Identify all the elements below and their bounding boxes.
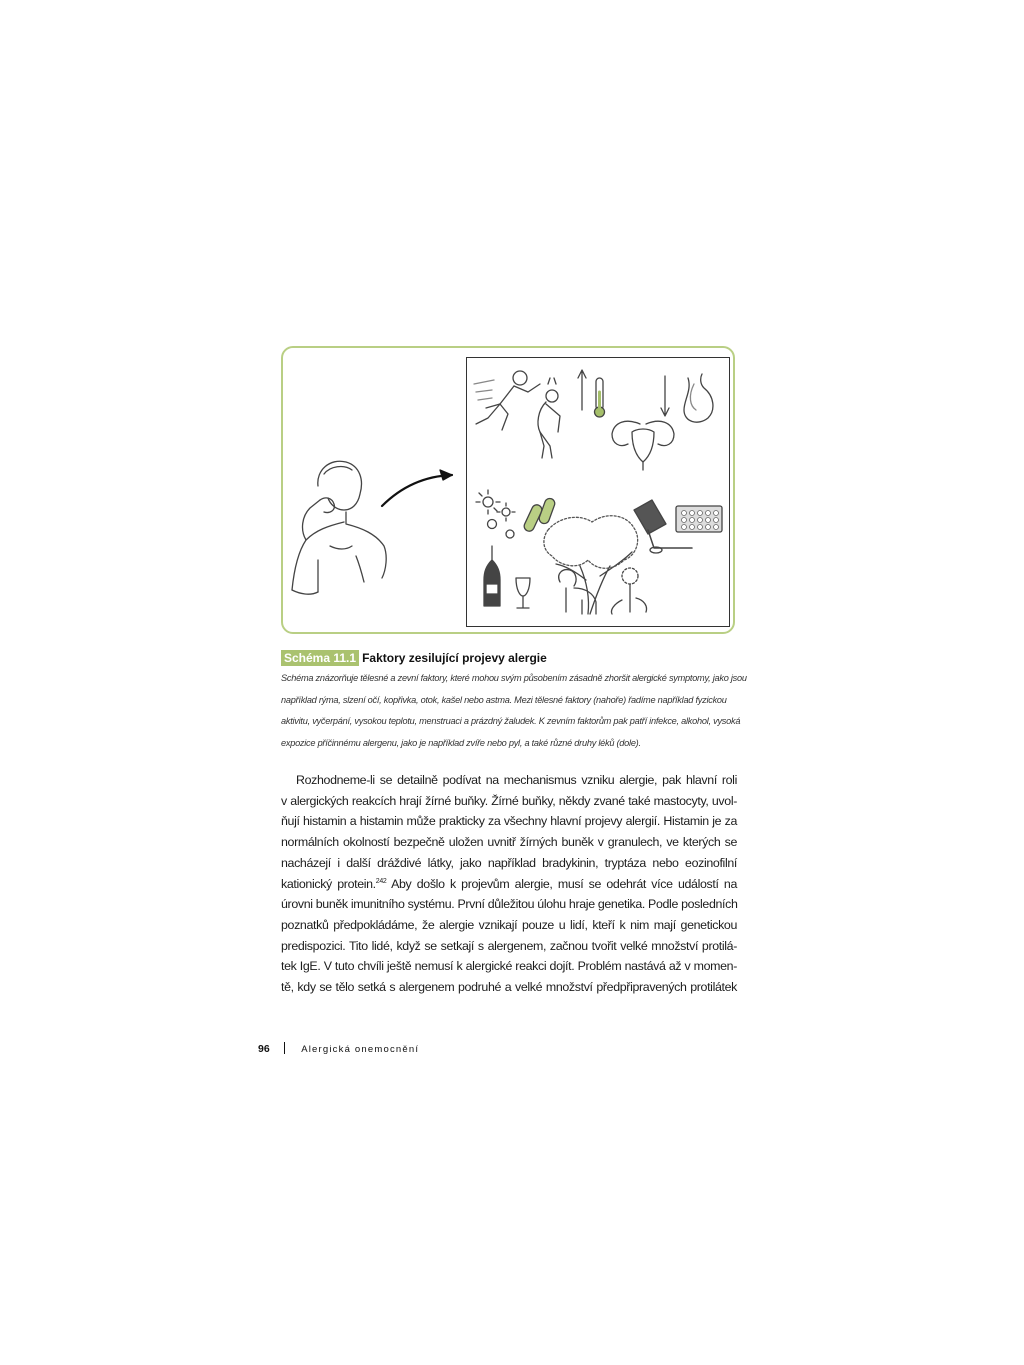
body-line: úrovni buněk imunitního systému. První důležitou úlohu hraje genetika. Podle posledních (281, 897, 738, 912)
caption-line: aktivitu, vyčerpání, vysokou teplotu, menstruaci a prázdný žaludek. K zevním faktorům pak patří infekce, alkohol, vysoká (281, 716, 741, 726)
thermometer-icon (578, 370, 605, 417)
body-line: Rozhodneme-li se detailně podívat na mechanismus vzniku alergie, pak hlavní roli (296, 773, 737, 787)
wine-glass-icon (516, 578, 530, 608)
caption-heading (281, 650, 741, 666)
figure-caption (281, 650, 747, 754)
caption-line: expozice příčinnému alergenu, jako je například zvíře nebo pyl, a také různé druhy léků (dole). (281, 737, 641, 748)
page-footer (258, 1042, 419, 1055)
exhausted-person-icon (538, 378, 560, 458)
running-person-icon (474, 371, 540, 430)
body-line-start: kationický protein. (281, 876, 376, 891)
footer-separator (284, 1042, 286, 1054)
figure-title: Faktory zesilující projevy alergie (362, 651, 547, 665)
tree-icon (544, 516, 638, 614)
coughing-man-icon (292, 461, 386, 594)
running-title: Alergická onemocnění (301, 1044, 420, 1055)
caption-line: Schéma znázorňuje tělesné a zevní faktory, které mohou svým působením zásadně zhoršit alergické symptomy, jako jsou (281, 673, 747, 683)
body-line: poznatků předpokládáme, že alergie vznikají pouze u lidí, kteří k nim mají genetickou (281, 917, 737, 932)
footnote-reference: 242 (375, 877, 387, 885)
wine-bottle-icon (484, 546, 500, 606)
body-line-end: Aby došlo k projevům alergie, musí se odehrát více událostí na (391, 876, 737, 891)
caption-line: například rýma, slzení očí, kopřivka, otok, kašel nebo astma. Mezi tělesné faktory (nahoře) řadíme například fyzickou (281, 694, 727, 705)
virus-icon (476, 490, 515, 538)
body-paragraph (281, 770, 737, 998)
body-line: predispozici. Tito lidé, když se setkají s alergenem, začnou tvořit velké množství protilá- (281, 938, 737, 953)
body-line: tek IgE. V tuto chvíli ještě nemusí k alergické reakci dojít. Problém nastává až v momen- (281, 959, 737, 974)
page-number: 96 (258, 1043, 270, 1055)
pill-blister-icon (676, 506, 722, 532)
caption-text (281, 668, 747, 754)
body-line: tě, kdy se tělo setká s alergenem podruhé a velké množství předpřipravených protilátek (281, 980, 737, 995)
body-line: v alergických reakcích hrají žírné buňky. Žírné buňky, někdy zvané také mastocyty, uvol- (281, 793, 737, 808)
stomach-icon (684, 374, 713, 422)
uterus-icon (612, 376, 674, 470)
dandelion-icon (611, 568, 646, 614)
body-line: ňují histamin a histamin může prakticky za všechny hlavní projevy alergií. Histamin je za (281, 814, 737, 829)
body-line-with-footnote (281, 874, 737, 895)
body-line: normálních okolností bezpečně uložen uvnitř žírných buněk v granulech, ve kterých se (281, 835, 737, 850)
figure-label: Schéma 11.1 (281, 650, 359, 666)
body-line: nacházejí i další dráždivé látky, jako například bradykinin, tryptáza nebo eozinofilní (281, 855, 737, 870)
dog-icon (559, 570, 596, 614)
